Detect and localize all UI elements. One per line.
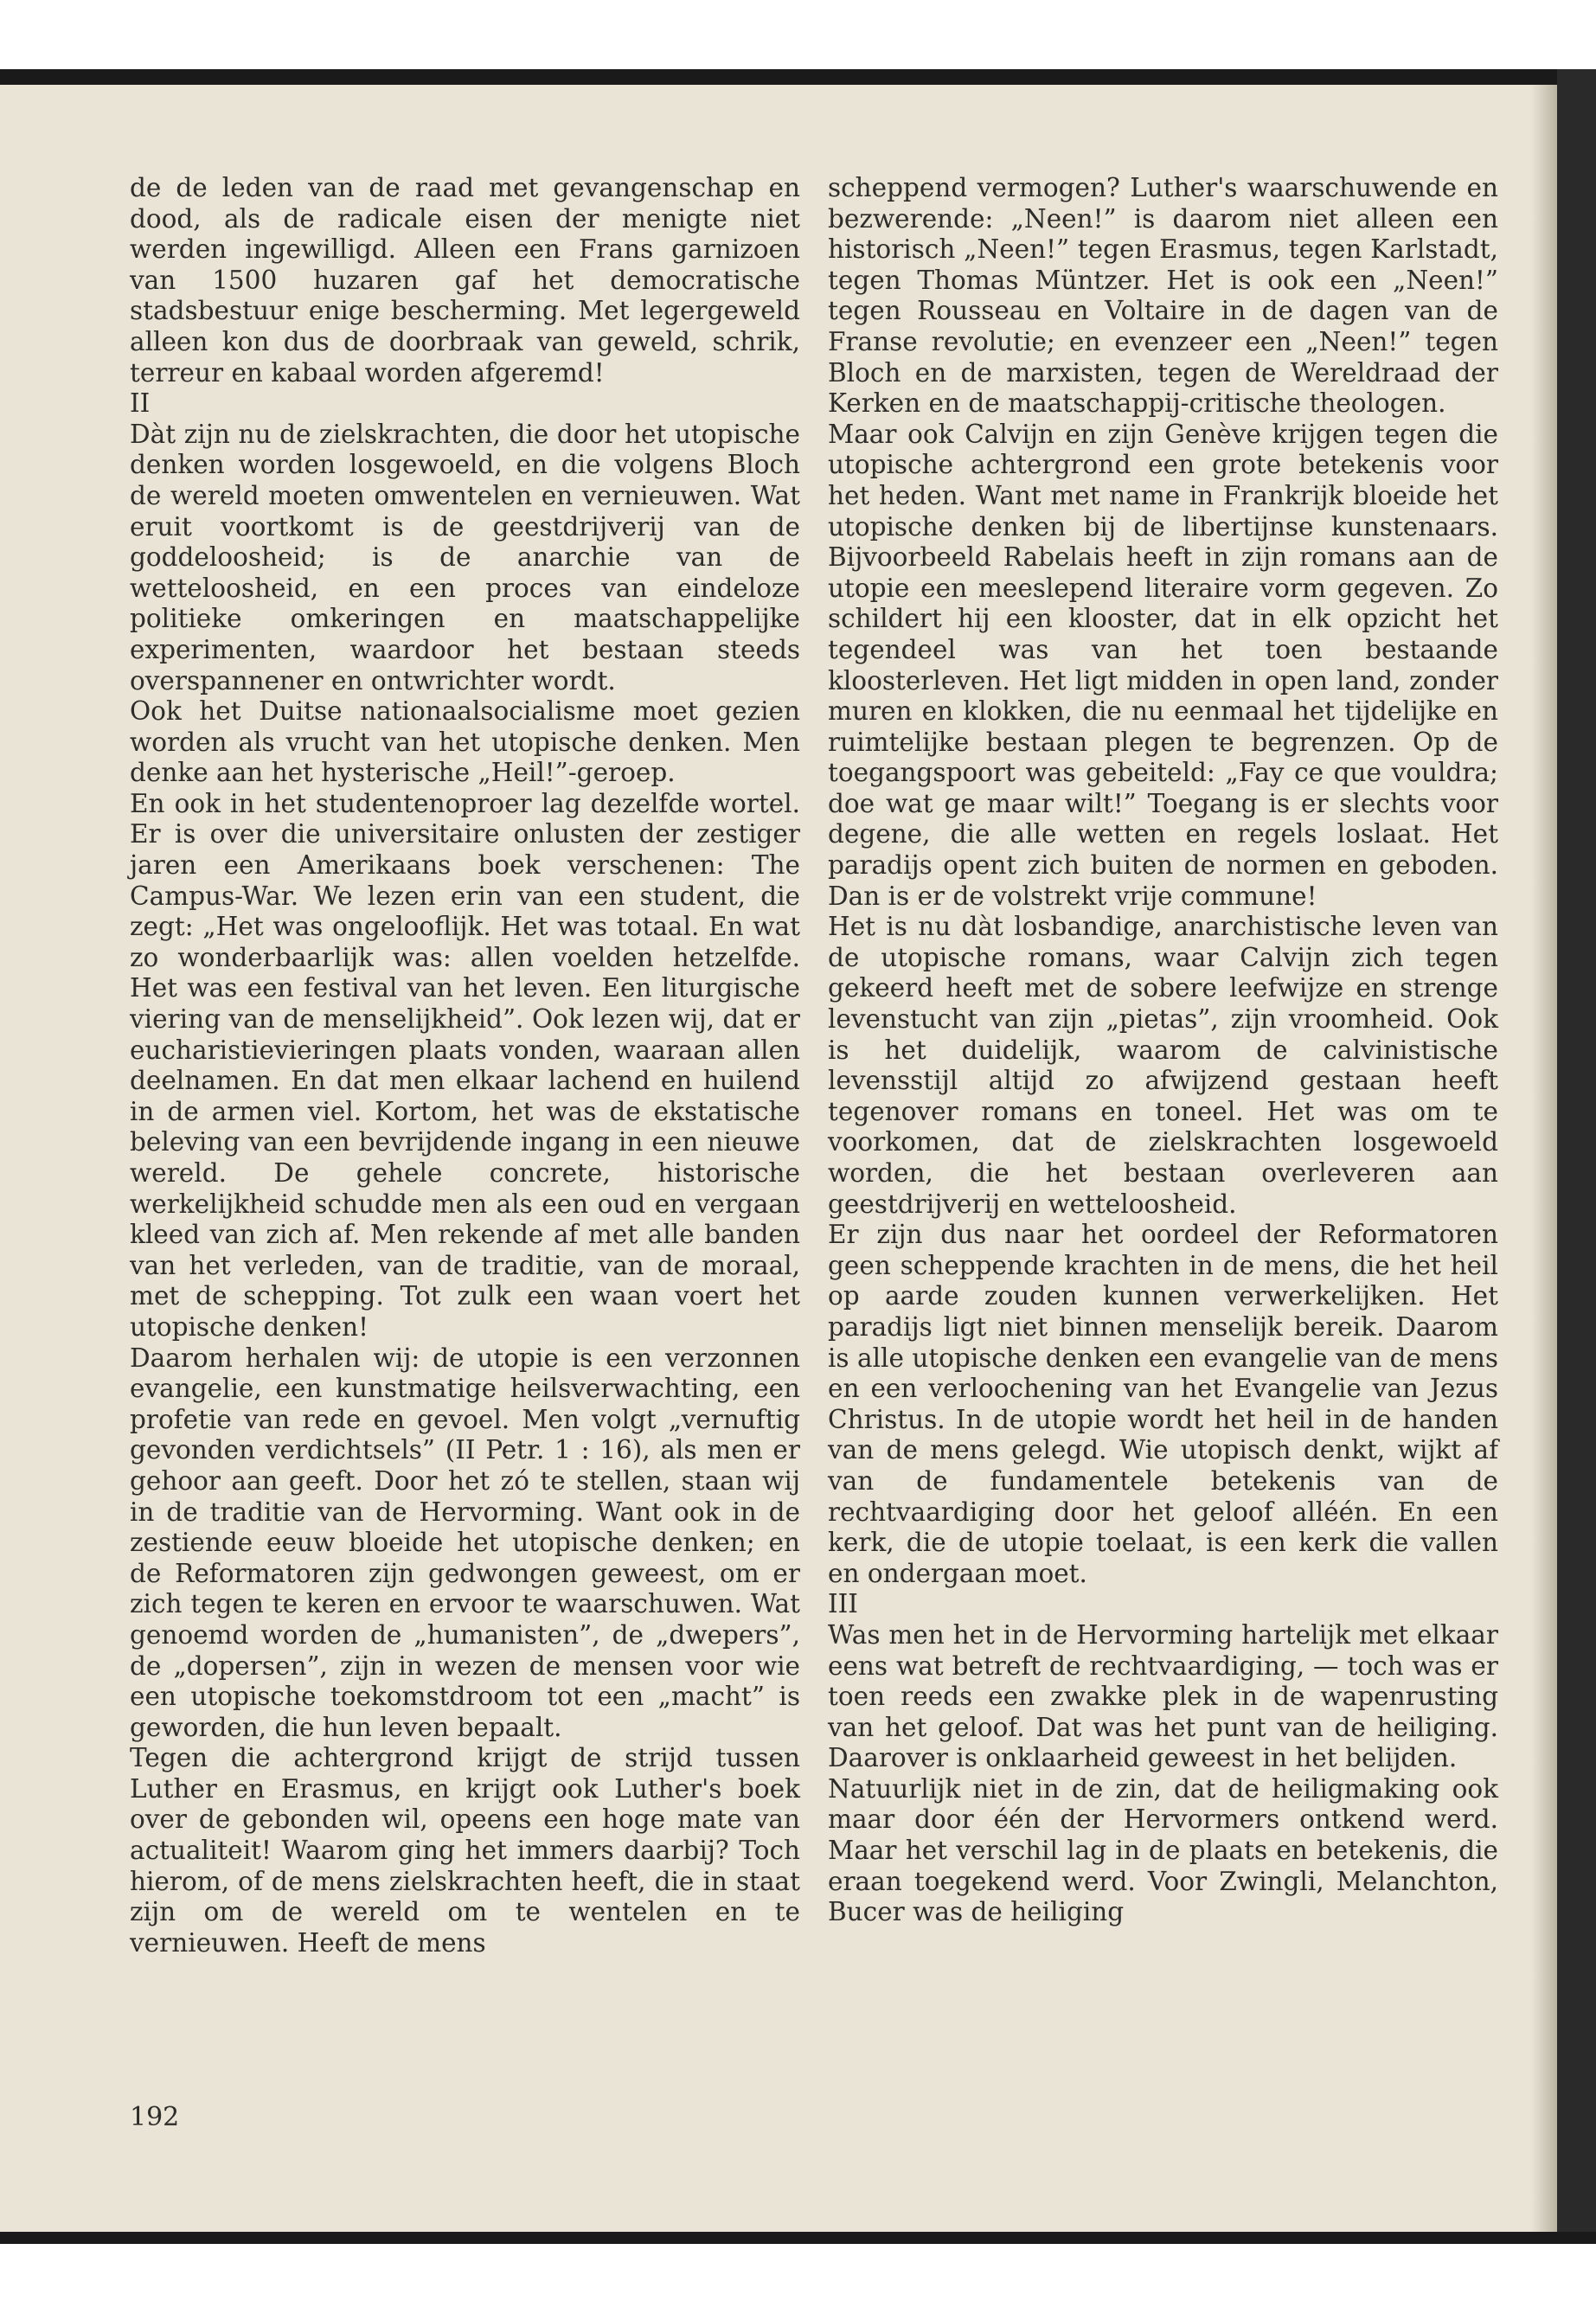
paragraph: Tegen die achtergrond krijgt de strijd tussen Luther en Erasmus, en krijgt ook Luther's boek over de gebonden wil, opeens een hoge mate van actualiteit! Waarom ging het immers daarbij? Toch hierom, of de mens zielskrachten heeft, die in staat zijn om de wereld om te wentelen en te vernieuwen. Heeft de mens [130,1743,800,1958]
scan-border-top [0,69,1596,85]
paragraph: de de leden van de raad met gevangenschap en dood, als de radicale eisen der menigte niet werden ingewilligd. Alleen een Frans garnizoen van 1500 huzaren gaf het democratische stadsbestuur enige bescherming. Met legergeweld alleen kon dus de doorbraak van geweld, schrik, terreur en kabaal worden afgeremd! [130,173,800,388]
paragraph: Ook het Duitse nationaalsocialisme moet gezien worden als vrucht van het utopische denken. Men denke aan het hysterische „Heil!”-geroep. [130,696,800,788]
left-column [130,173,800,1958]
paragraph: Er zijn dus naar het oordeel der Reformatoren geen scheppende krachten in de mens, die het heil op aarde zouden kunnen verwerkelijken. Het paradijs ligt niet binnen menselijk bereik. Daarom is alle utopische denken een evangelie van de mens en een verloochening van het Evangelie van Jezus Christus. In de utopie wordt het heil in de handen van de mens gelegd. Wie utopisch denkt, wijkt af van de fundamentele betekenis van de rechtvaardiging door het geloof alléén. En een kerk, die de utopie toelaat, is een kerk die vallen en ondergaan moet. [828,1220,1498,1588]
scan-border-right [1557,69,1596,2244]
paragraph: Dàt zijn nu de zielskrachten, die door het utopische denken worden losgewoeld, en die volgens Bloch de wereld moeten omwentelen en vernieuwen. Wat eruit voortkomt is de geestdrijverij van de goddeloosheid; is de anarchie van de wetteloosheid, en een proces van eindeloze politieke omkeringen en maatschappelijke experimenten, waardoor het bestaan steeds overspannener en ontwrichter wordt. [130,419,800,695]
paragraph: Was men het in de Hervorming hartelijk met elkaar eens wat betreft de rechtvaardiging, — toch was er toen reeds een zwakke plek in de wapenrusting van het geloof. Dat was het punt van de heiliging. Daarover is onklaarheid geweest in het belijden. [828,1619,1498,1773]
paragraph: scheppend vermogen? Luther's waarschuwende en bezwerende: „Neen!” is daarom niet alleen een historisch „Neen!” tegen Erasmus, tegen Karlstadt, tegen Thomas Müntzer. Het is ook een „Neen!” tegen Rousseau en Voltaire in de dagen van de Franse revolutie; en evenzeer een „Neen!” tegen Bloch en de marxisten, tegen de Wereldraad der Kerken en de maatschappij-critische theologen. [828,173,1498,419]
paragraph: En ook in het studentenoproer lag dezelfde wortel. Er is over die universitaire onlusten der zestiger jaren een Amerikaans boek verschenen: The Campus-War. We lezen erin van een student, die zegt: „Het was ongelooflijk. Het was totaal. En wat zo wonderbaarlijk was: allen voelden hetzelfde. Het was een festival van het leven. Een liturgische viering van de menselijkheid”. Ook lezen wij, dat er eucharistievieringen plaats vonden, waaraan allen deelnamen. En dat men elkaar lachend en huilend in de armen viel. Kortom, het was de ekstatische beleving van een bevrijdende ingang in een nieuwe wereld. De gehele concrete, historische werkelijkheid schudde men als een oud en vergaan kleed van zich af. Men rekende af met alle banden van het verleden, van de traditie, van de moraal, met de schepping. Tot zulk een waan voert het utopische denken! [130,788,800,1342]
paragraph: Daarom herhalen wij: de utopie is een verzonnen evangelie, een kunstmatige heilsverwachting, een profetie van rede en gevoel. Men volgt „vernuftig gevonden verdichtsels” (II Petr. 1 : 16), als men er gehoor aan geeft. Door het zó te stellen, staan wij in de traditie van de Hervorming. Want ook in de zestiende eeuw bloeide het utopische denken; en de Reformatoren zijn gedwongen geweest, om er zich tegen te keren en ervoor te waarschuwen. Wat genoemd worden de „humanisten”, de „dwepers”, de „dopersen”, zijn in wezen de mensen voor wie een utopische toekomstdroom tot een „macht” is geworden, die hun leven bepaalt. [130,1343,800,1742]
section-heading: III [828,1589,858,1619]
section-heading: II [130,388,151,419]
page-binding-shadow [1531,85,1557,2232]
paragraph: Maar ook Calvijn en zijn Genève krijgen tegen die utopische achtergrond een grote betekenis voor het heden. Want met name in Frankrijk bloeide het utopische denken bij de libertijnse kunstenaars. Bijvoorbeeld Rabelais heeft in zijn romans aan de utopie een meeslepend literaire vorm gegeven. Zo schildert hij een klooster, dat in elk opzicht het tegendeel was van het toen bestaande kloosterleven. Het ligt midden in open land, zonder muren en klokken, die nu eenmaal het tijdelijke en ruimtelijke bestaan plegen te begrenzen. Op de toegangspoort was gebeiteld: „Fay ce que vouldra; doe wat ge maar wilt!” Toegang is er slechts voor degene, die alle wetten en regels loslaat. Het paradijs opent zich buiten de normen en geboden. Dan is er de volstrekt vrije commune! [828,419,1498,911]
right-column [828,173,1498,1928]
scan-border-bottom [0,2232,1596,2244]
paragraph: Het is nu dàt losbandige, anarchistische leven van de utopische romans, waar Calvijn zich tegen gekeerd heeft met de sobere leefwijze en strenge levenstucht van zijn „pietas”, zijn vroomheid. Ook is het duidelijk, waarom de calvinistische levensstijl altijd zo afwijzend gestaan heeft tegenover romans en toneel. Het was om te voorkomen, dat de zielskrachten losgewoeld worden, die het bestaan overleveren aan geestdrijverij en wetteloosheid. [828,912,1498,1219]
page-number: 192 [130,2102,180,2132]
paragraph: Natuurlijk niet in de zin, dat de heiligmaking ook maar door één der Hervormers ontkend werd. Maar het verschil lag in de plaats en betekenis, die eraan toegekend werd. Voor Zwingli, Melanchton, Bucer was de heiliging [828,1773,1498,1927]
